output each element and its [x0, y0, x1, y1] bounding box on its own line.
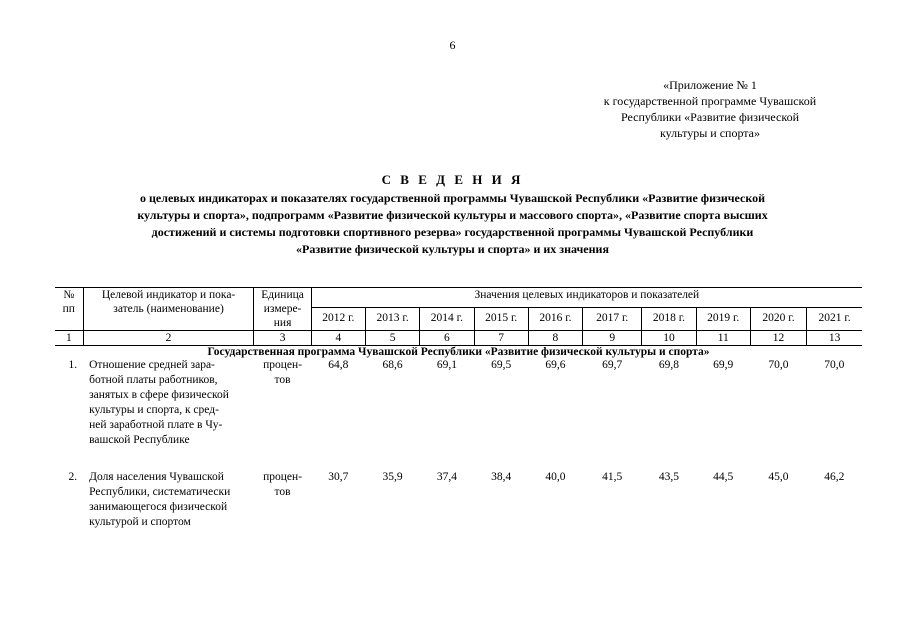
value-cell: 70,0 — [824, 359, 845, 371]
year-cell: 2012 г. — [311, 307, 365, 330]
value-cell: 64,8 — [328, 359, 349, 371]
table-row — [55, 470, 862, 530]
indicator-name-line: занятых в сфере физической — [89, 389, 229, 401]
row-number: 2. — [68, 471, 78, 483]
value-cell: 40,0 — [545, 471, 566, 483]
header-num-label: пп — [62, 303, 75, 315]
header-name-label: Целевой индикатор и пока- — [101, 289, 236, 301]
indicator-name-line: Доля населения Чувашской — [89, 471, 224, 483]
value-cell: 43,5 — [658, 471, 680, 483]
unit-line: тов — [274, 374, 291, 386]
year-cell: 2017 г. — [583, 307, 642, 330]
year-cell: 2014 г. — [420, 307, 474, 330]
appendix-line: Республики «Развитие физической — [620, 110, 799, 124]
value-cell: 69,9 — [713, 359, 734, 371]
header-name-cell — [83, 288, 254, 331]
value-cell: 70,0 — [768, 359, 789, 371]
unit-line: процен- — [263, 359, 303, 371]
column-number: 9 — [583, 331, 642, 346]
column-number: 12 — [750, 331, 806, 346]
value-cell: 68,6 — [382, 359, 403, 371]
header-unit-cell — [254, 288, 311, 331]
year-cell: 2021 г. — [807, 307, 862, 330]
column-number: 2 — [83, 331, 254, 346]
header-unit-label: измере- — [263, 303, 302, 315]
year-cell: 2015 г. — [474, 307, 528, 330]
indicator-name-line: занимающегося физической — [89, 501, 228, 513]
value-cell: 44,5 — [713, 471, 734, 483]
indicator-name-line: ботной платы работников, — [89, 374, 218, 386]
indicator-name-line: вашской Республике — [89, 434, 190, 446]
indicator-name-line: ней заработной плате в Чу- — [89, 419, 223, 431]
indicators-table — [55, 287, 862, 530]
value-cell: 35,9 — [382, 471, 403, 483]
column-number: 1 — [55, 331, 83, 346]
value-cell: 69,6 — [545, 359, 566, 371]
column-number: 6 — [420, 331, 474, 346]
indicator-name-line: культуры и спорта, к сред- — [89, 404, 219, 416]
column-number: 7 — [474, 331, 528, 346]
column-number: 13 — [807, 331, 862, 346]
document-title — [60, 172, 845, 258]
unit-line: процен- — [263, 471, 303, 483]
value-cell: 37,4 — [436, 471, 457, 483]
value-cell: 69,1 — [436, 359, 457, 371]
title-line: о целевых индикаторах и показателях государственной программы Чувашской Республики «Развитие физической — [139, 191, 765, 205]
title-line: достижений и системы подготовки спортивного резерва» государственной программы Чувашской Республики — [151, 225, 754, 239]
indicator-name — [83, 358, 254, 448]
year-cell: 2019 г. — [696, 307, 750, 330]
value-cell: 41,5 — [602, 471, 623, 483]
indicator-unit — [254, 470, 311, 530]
indicator-name-line: культурой и спортом — [89, 516, 191, 528]
value-cell: 69,5 — [491, 359, 512, 371]
indicator-unit — [254, 358, 311, 448]
year-cell: 2020 г. — [750, 307, 806, 330]
row-number: 1. — [68, 359, 78, 371]
value-cell: 38,4 — [491, 471, 512, 483]
unit-line: тов — [274, 486, 291, 498]
value-cell: 69,8 — [658, 359, 680, 371]
section-row — [55, 346, 862, 359]
row-spacer — [55, 448, 862, 470]
year-cell: 2016 г. — [528, 307, 582, 330]
column-number: 4 — [311, 331, 365, 346]
value-cell: 45,0 — [768, 471, 789, 483]
appendix-line: к государственной программе Чувашской — [603, 94, 817, 108]
header-unit-label: Единица — [261, 289, 304, 301]
title-line: «Развитие физической культуры и спорта» и их значения — [296, 242, 609, 256]
page-number: 6 — [449, 38, 456, 52]
column-numbers-row — [55, 331, 862, 346]
title-heading: С В Е Д Е Н И Я — [381, 172, 524, 187]
year-cell: 2018 г. — [642, 307, 696, 330]
indicator-name-line: Республики, систематически — [89, 486, 231, 498]
header-num-label: № — [63, 289, 75, 301]
indicator-name — [83, 470, 254, 530]
header-name-label: затель (наименование) — [113, 303, 224, 315]
year-cell: 2013 г. — [365, 307, 419, 330]
appendix-note — [560, 77, 860, 141]
value-cell: 69,7 — [602, 359, 623, 371]
column-number: 5 — [365, 331, 419, 346]
value-cell: 30,7 — [328, 471, 349, 483]
column-number: 11 — [696, 331, 750, 346]
indicator-name-line: Отношение средней зара- — [89, 359, 215, 371]
table-header-row — [55, 288, 862, 308]
column-number: 3 — [254, 331, 311, 346]
value-cell: 46,2 — [824, 471, 845, 483]
table-row — [55, 358, 862, 448]
spacer-cell — [55, 448, 862, 470]
header-unit-label: ния — [273, 317, 292, 329]
section-title: Государственная программа Чувашской Республики «Развитие физической культуры и спорта» — [207, 346, 710, 358]
header-num-cell — [55, 288, 83, 331]
title-line: культуры и спорта», подпрограмм «Развитие физической культуры и массового спорта», «Развитие спорта высших — [137, 208, 768, 222]
column-number: 10 — [642, 331, 696, 346]
appendix-line: культуры и спорта» — [659, 126, 760, 140]
column-number: 8 — [528, 331, 582, 346]
header-values-label: Значения целевых индикаторов и показателей — [311, 288, 862, 308]
appendix-line: «Приложение № 1 — [663, 78, 757, 92]
